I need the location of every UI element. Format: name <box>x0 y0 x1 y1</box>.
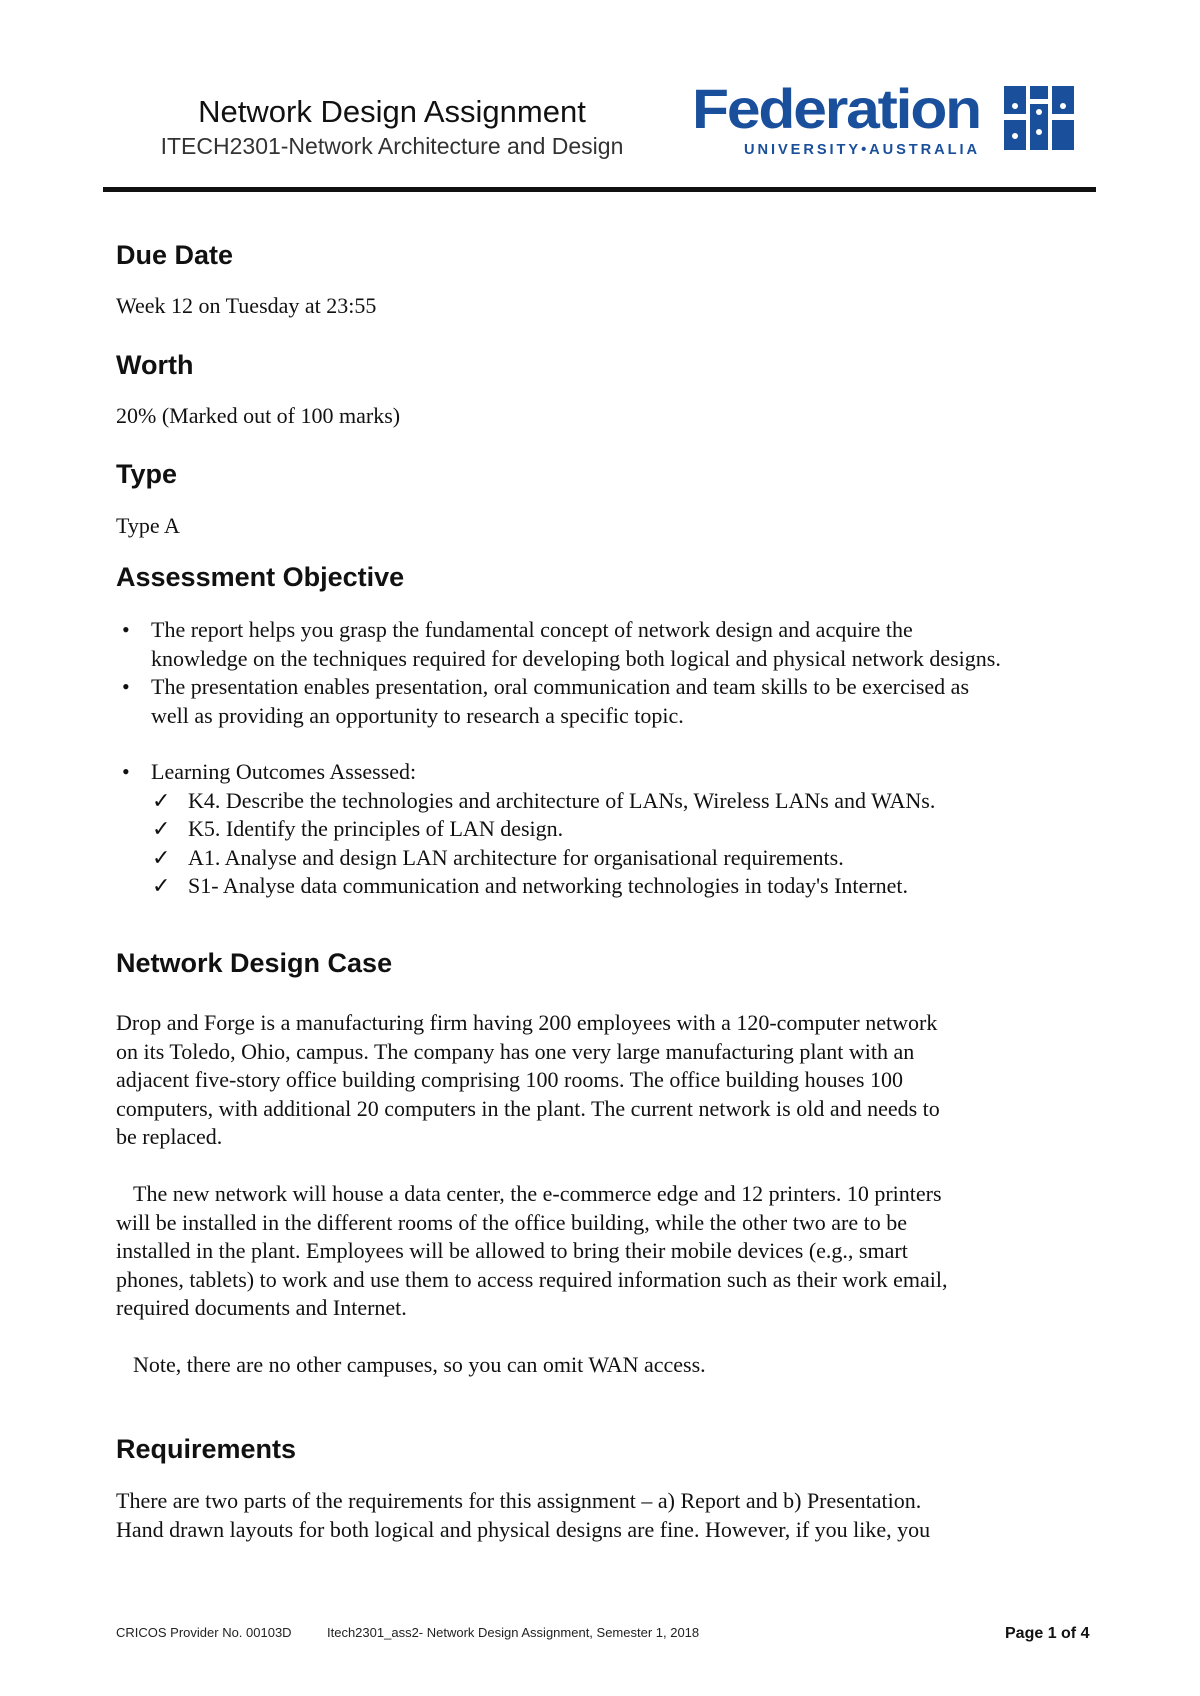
logo-subtext: UNIVERSITY•AUSTRALIA <box>744 141 980 158</box>
bullet-icon: • <box>122 759 130 784</box>
outcome-text: K4. Describe the technologies and architecture of LANs, Wireless LANs and WANs. <box>188 787 936 813</box>
list-item <box>116 758 1096 787</box>
logo-wordmark: Federation <box>692 80 980 140</box>
case-paragraph-1 <box>116 1009 940 1152</box>
outcome-item <box>116 844 1096 873</box>
list-item <box>116 673 1096 730</box>
requirements-paragraph <box>116 1487 930 1544</box>
list-item-text: Learning Outcomes Assessed: <box>151 759 417 784</box>
outcome-item <box>116 872 1096 901</box>
footer-cricos: CRICOS Provider No. 00103D <box>116 1625 292 1640</box>
document-subtitle: ITECH2301-Network Architecture and Design <box>160 133 624 159</box>
paragraph-line: Hand drawn layouts for both logical and physical designs are fine. However, if you like, you <box>116 1516 931 1542</box>
case-paragraph-2 <box>116 1180 948 1323</box>
paragraph-line: on its Toledo, Ohio, campus. The company has one very large manufacturing plant with an <box>116 1038 915 1064</box>
footer-document-name: Itech2301_ass2- Network Design Assignment, Semester 1, 2018 <box>327 1625 700 1640</box>
paragraph-line: installed in the plant. Employees will be allowed to bring their mobile devices (e.g., smart <box>116 1238 908 1263</box>
logo-flag-emblem <box>1004 86 1074 150</box>
paragraph-line: will be installed in the different rooms of the office building, while the other two are to be <box>116 1209 907 1235</box>
objective-list <box>116 616 1096 901</box>
paragraph-line: computers, with additional 20 computers in the plant. The current network is old and needs to <box>116 1095 940 1121</box>
paragraph-line: There are two parts of the requirements for this assignment – a) Report and b) Presentation. <box>116 1488 922 1513</box>
paragraph-line: required documents and Internet. <box>116 1295 407 1320</box>
list-item <box>116 616 1096 673</box>
requirements-heading: Requirements <box>116 1434 297 1464</box>
outcome-item <box>116 787 1096 816</box>
due-date-text: Week 12 on Tuesday at 23:55 <box>116 293 377 318</box>
document-title: Network Design Assignment <box>198 94 586 129</box>
outcome-text: K5. Identify the principles of LAN design. <box>188 816 564 841</box>
case-note: Note, there are no other campuses, so you can omit WAN access. <box>133 1352 706 1377</box>
worth-text: 20% (Marked out of 100 marks) <box>116 403 401 428</box>
type-heading: Type <box>116 459 178 489</box>
list-item-text: well as providing an opportunity to research a specific topic. <box>151 702 684 728</box>
checkmark-icon: ✓ <box>152 816 171 841</box>
footer-page-number: Page 1 of 4 <box>1005 1625 1090 1642</box>
header-divider <box>103 187 1096 192</box>
worth-heading: Worth <box>116 350 194 380</box>
bullet-icon: • <box>122 674 130 699</box>
due-date-heading: Due Date <box>116 240 234 270</box>
paragraph-line: phones, tablets) to work and use them to access required information such as their work email, <box>116 1266 948 1292</box>
outcome-text: S1- Analyse data communication and networking technologies in today's Internet. <box>188 873 909 898</box>
network-design-case-heading: Network Design Case <box>116 948 393 978</box>
outcome-item <box>116 815 1096 844</box>
assessment-objective-heading: Assessment Objective <box>116 562 405 592</box>
paragraph-line: Drop and Forge is a manufacturing firm having 200 employees with a 120-computer network <box>116 1010 938 1035</box>
checkmark-icon: ✓ <box>152 787 171 813</box>
paragraph-line: The new network will house a data center, the e-commerce edge and 12 printers. 10 printers <box>133 1181 942 1206</box>
paragraph-line: be replaced. <box>116 1124 223 1149</box>
type-text: Type A <box>116 513 180 538</box>
checkmark-icon: ✓ <box>152 844 171 870</box>
federation-university-logo <box>692 80 1082 160</box>
bullet-icon: • <box>122 617 130 642</box>
checkmark-icon: ✓ <box>152 873 171 898</box>
list-item-text: The report helps you grasp the fundamental concept of network design and acquire the <box>151 617 913 642</box>
paragraph-line: adjacent five-story office building comprising 100 rooms. The office building houses 100 <box>116 1067 903 1092</box>
list-item-text: knowledge on the techniques required for developing both logical and physical network designs. <box>151 645 1001 671</box>
outcome-text: A1. Analyse and design LAN architecture for organisational requirements. <box>188 844 844 870</box>
list-item-text: The presentation enables presentation, oral communication and team skills to be exercised as <box>151 674 970 699</box>
